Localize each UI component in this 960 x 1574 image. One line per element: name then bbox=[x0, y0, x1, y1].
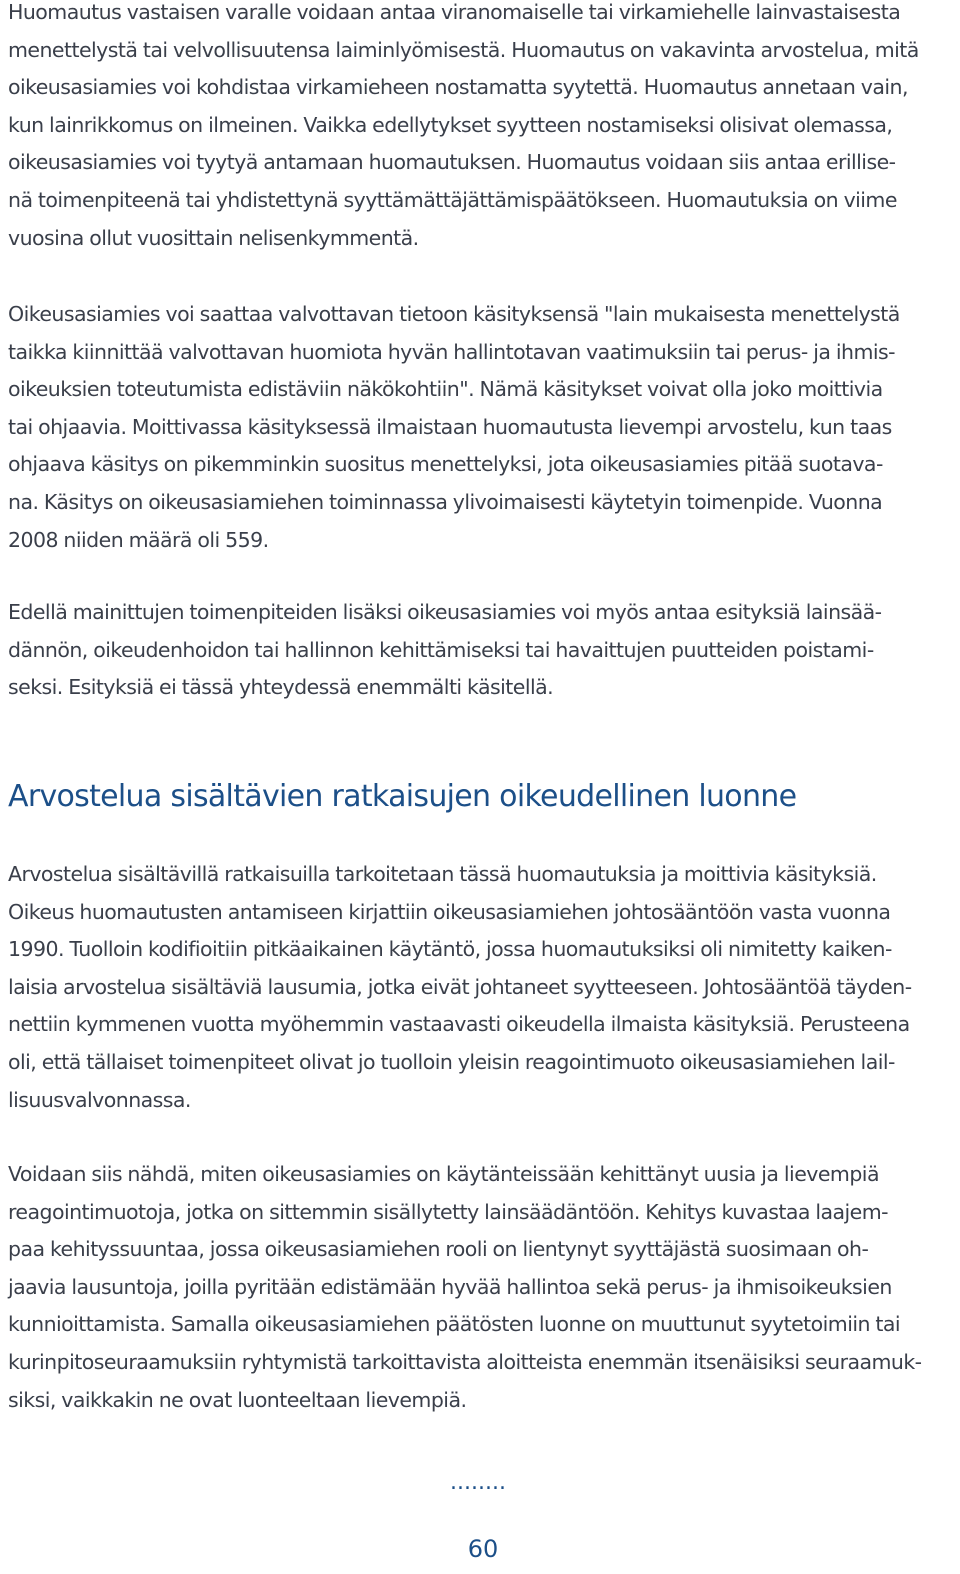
text-line: kun lainrikkomus on ilmeinen. Vaikka edellytykset syytteen nostamiseksi olisivat olemassa, bbox=[8, 112, 893, 137]
text-line: seksi. Esityksiä ei tässä yhteydessä enemmälti käsitellä. bbox=[8, 675, 554, 700]
text-line: Edellä mainittujen toimenpiteiden lisäksi oikeusasiamies voi myös antaa esityksiä lainsää- bbox=[8, 600, 882, 624]
text-line: 1990. Tuolloin kodifioitiin pitkäaikainen käytäntö, jossa huomautuksiksi oli nimitetty kaiken- bbox=[8, 937, 892, 962]
text-line: taikka kiinnittää valvottavan huomiota hyvän hallintotavan vaatimuksiin tai perus- ja ihmis- bbox=[8, 339, 895, 364]
text-line: Voidaan siis nähdä, miten oikeusasiamies on käytänteissään kehittänyt uusia ja lievempiä bbox=[8, 1162, 879, 1186]
text-line: na. Käsitys on oikeusasiamiehen toiminnassa ylivoimaisesti käytetyin toimenpide. Vuonna bbox=[8, 489, 883, 514]
text-line: reagointimuotoja, jotka on sittemmin sisällytetty lainsäädäntöön. Kehitys kuvastaa laajem- bbox=[8, 1199, 888, 1224]
text-line: oikeusasiamies voi tyytyä antamaan huomautuksen. Huomautus voidaan siis antaa erillise- bbox=[8, 150, 896, 175]
text-line: jaavia lausuntoja, joilla pyritään edistämään hyvää hallintoa sekä perus- ja ihmisoikeuksien bbox=[8, 1274, 892, 1299]
text-line: ohjaava käsitys on pikemminkin suositus menettelyksi, jota oikeusasiamies pitää suotava- bbox=[8, 452, 883, 477]
footer-dots-divider: ........ bbox=[450, 1470, 506, 1495]
text-line: oikeuksien toteutumista edistäviin näkökohtiin". Nämä käsitykset voivat olla joko moittivia bbox=[8, 377, 883, 402]
text-line: siksi, vaikkakin ne ovat luonteeltaan lievempiä. bbox=[8, 1387, 467, 1412]
paragraph-kasitys bbox=[8, 296, 900, 559]
text-line: tai ohjaavia. Moittivassa käsityksessä ilmaistaan huomautusta lievempi arvostelu, kun taas bbox=[8, 414, 892, 439]
text-line: laisia arvostelua sisältäviä lausumia, jotka eivät johtaneet syytteeseen. Johtosääntöä täyden- bbox=[8, 974, 912, 999]
text-line: Arvostelua sisältävillä ratkaisuilla tarkoitetaan tässä huomautuksia ja moittivia käsityksiä. bbox=[8, 862, 877, 886]
text-line: oikeusasiamies voi kohdistaa virkamieheen nostamatta syytettä. Huomautus annetaan vain, bbox=[8, 75, 908, 100]
page-number: 60 bbox=[467, 1535, 499, 1563]
text-line: dännön, oikeudenhoidon tai hallinnon kehittämiseksi tai havaittujen puutteiden poistami- bbox=[8, 637, 874, 662]
paragraph-huomautus bbox=[8, 0, 919, 257]
text-line: 2008 niiden määrä oli 559. bbox=[8, 527, 269, 552]
text-line: Huomautus vastaisen varalle voidaan antaa viranomaiselle tai virkamiehelle lainvastaisesta bbox=[8, 0, 901, 24]
paragraph-arvostelu bbox=[8, 856, 912, 1119]
text-line: nä toimenpiteenä tai yhdistettynä syyttämättäjättämispäätökseen. Huomautuksia on viime bbox=[8, 187, 897, 212]
text-line: Oikeusasiamies voi saattaa valvottavan tietoon käsityksensä "lain mukaisesta menettelystä bbox=[8, 302, 900, 326]
section-heading: Arvostelua sisältävien ratkaisujen oikeudellinen luonne bbox=[8, 779, 797, 814]
text-line: vuosina ollut vuosittain nelisenkymmentä. bbox=[8, 225, 419, 250]
text-line: kurinpitoseuraamuksiin ryhtymistä tarkoittavista aloitteista enemmän itsenäisiksi seuraamuk- bbox=[8, 1349, 922, 1374]
text-line: kunnioittamista. Samalla oikeusasiamiehen päätösten luonne on muuttunut syytetoimiin tai bbox=[8, 1312, 901, 1337]
text-line: lisuusvalvonnassa. bbox=[8, 1087, 191, 1112]
paragraph-esitykset bbox=[8, 594, 882, 707]
paragraph-kehitys bbox=[8, 1156, 922, 1419]
text-line: paa kehityssuuntaa, jossa oikeusasiamiehen rooli on lientynyt syyttäjästä suosimaan oh- bbox=[8, 1237, 869, 1262]
text-line: nettiin kymmenen vuotta myöhemmin vastaavasti oikeudella ilmaista käsityksiä. Perusteena bbox=[8, 1012, 910, 1037]
text-line: menettelystä tai velvollisuutensa laiminlyömisestä. Huomautus on vakavinta arvostelua, mitä bbox=[8, 37, 919, 62]
text-line: Oikeus huomautusten antamiseen kirjattiin oikeusasiamiehen johtosääntöön vasta vuonna bbox=[8, 899, 891, 924]
text-line: oli, että tällaiset toimenpiteet olivat jo tuolloin yleisin reagointimuoto oikeusasiamiehen lail- bbox=[8, 1049, 895, 1074]
